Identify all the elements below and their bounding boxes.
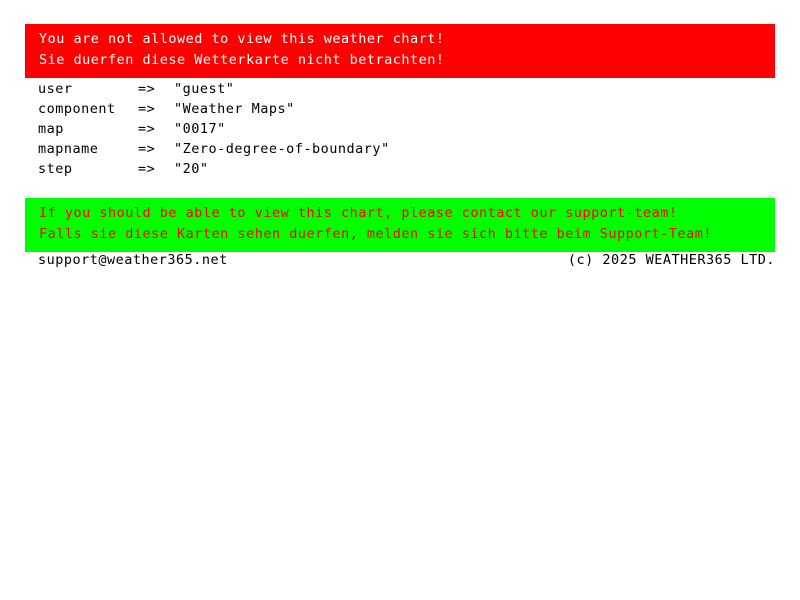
page-footer xyxy=(38,250,775,270)
detail-key-step: step xyxy=(38,161,73,177)
table-row xyxy=(38,159,390,179)
detail-arrow: => xyxy=(138,101,156,117)
support-banner-line-de: Falls sie diese Karten sehen duerfen, melden sie sich bitte beim Support-Team! xyxy=(39,226,712,242)
support-banner xyxy=(25,198,775,252)
detail-arrow: => xyxy=(138,81,156,97)
detail-value-step: "20" xyxy=(174,161,209,177)
table-row xyxy=(38,119,390,139)
table-row xyxy=(38,99,390,119)
detail-key-component: component xyxy=(38,101,116,117)
error-banner xyxy=(25,24,775,78)
error-banner-line-en: You are not allowed to view this weather chart! xyxy=(39,31,445,47)
table-row xyxy=(38,139,390,159)
detail-key-user: user xyxy=(38,81,73,97)
detail-value-component: "Weather Maps" xyxy=(174,101,295,117)
support-banner-line-en: If you should be able to view this chart, please contact our support-team! xyxy=(39,205,678,221)
support-email-link[interactable]: support@weather365.net xyxy=(38,252,228,268)
detail-key-map: map xyxy=(38,121,64,137)
table-row xyxy=(38,79,390,99)
detail-value-map: "0017" xyxy=(174,121,226,137)
request-details-table xyxy=(38,79,390,179)
detail-key-mapname: mapname xyxy=(38,141,99,157)
detail-arrow: => xyxy=(138,141,156,157)
detail-arrow: => xyxy=(138,161,156,177)
error-banner-line-de: Sie duerfen diese Wetterkarte nicht betrachten! xyxy=(39,52,445,68)
copyright-text: (c) 2025 WEATHER365 LTD. xyxy=(567,252,775,268)
detail-value-mapname: "Zero-degree-of-boundary" xyxy=(174,141,390,157)
detail-value-user: "guest" xyxy=(174,81,235,97)
detail-arrow: => xyxy=(138,121,156,137)
